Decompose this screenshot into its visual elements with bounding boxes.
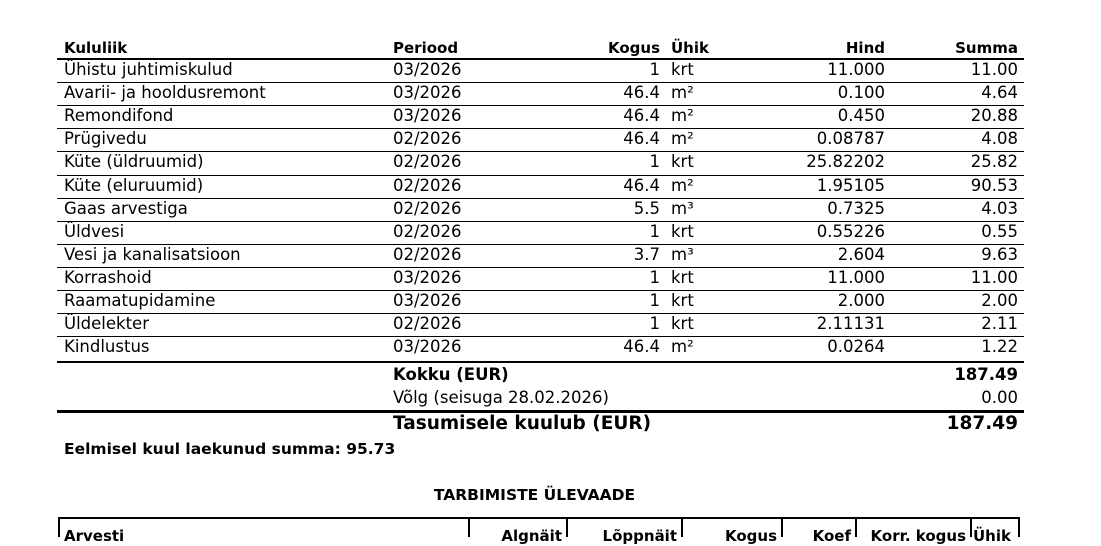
cell-qty: 3.7 [633, 244, 660, 264]
cell-qty: 5.5 [633, 198, 660, 218]
consumption-col-divider [58, 517, 60, 537]
cell-sum: 90.53 [970, 175, 1018, 195]
cell-qty: 46.4 [623, 129, 660, 149]
cell-item: Remondifond [64, 106, 174, 126]
cell-sum: 9.63 [981, 244, 1018, 264]
cell-item: Prügivedu [64, 129, 147, 149]
cell-period: 02/2026 [393, 244, 462, 264]
cell-item: Avarii- ja hooldusremont [64, 83, 266, 103]
consumption-header-qty: Kogus [724, 527, 777, 545]
cell-item: Üldvesi [64, 221, 125, 241]
cell-period: 03/2026 [393, 83, 462, 103]
cell-price: 0.55226 [816, 221, 885, 241]
consumption-header-corr-qty: Korr. kogus [870, 527, 966, 545]
cell-unit: m² [671, 175, 694, 195]
payable-label: Tasumisele kuulub (EUR) [393, 413, 652, 434]
cell-unit: m³ [671, 244, 694, 264]
cell-unit: m² [671, 129, 694, 149]
cell-period: 02/2026 [393, 221, 462, 241]
cell-period: 03/2026 [393, 291, 462, 310]
consumption-col-divider [970, 517, 972, 537]
col-header-item: Kululiik [64, 39, 128, 57]
cell-qty: 1 [649, 152, 660, 172]
cell-period: 02/2026 [393, 198, 462, 218]
cell-item: Küte (eluruumid) [64, 175, 204, 195]
consumption-header-end: Lõppnäit [602, 527, 677, 545]
cell-sum: 11.00 [970, 267, 1018, 287]
cell-qty: 46.4 [623, 83, 660, 103]
cell-qty: 46.4 [623, 175, 660, 195]
cell-item: Küte (üldruumid) [64, 152, 204, 172]
cell-item: Korrashoid [64, 267, 152, 287]
col-header-price: Hind [845, 39, 885, 57]
cell-sum: 4.64 [981, 83, 1018, 103]
cell-unit: krt [671, 221, 694, 241]
cell-period: 03/2026 [393, 267, 462, 287]
debt-label: Võlg (seisuga 28.02.2026) [393, 388, 609, 407]
rows-end-rule [57, 361, 1024, 363]
cell-price: 1.95105 [816, 175, 885, 195]
cell-period: 02/2026 [393, 314, 462, 334]
cell-item: Raamatupidamine [64, 291, 216, 310]
consumption-header-coef: Koef [812, 527, 851, 545]
cell-price: 25.82202 [806, 152, 885, 172]
cell-unit: m² [671, 83, 694, 103]
cell-sum: 4.03 [981, 198, 1018, 218]
cell-unit: m² [671, 106, 694, 126]
consumption-title: TARBIMISTE ÜLEVAADE [433, 486, 636, 504]
cell-sum: 2.00 [981, 291, 1018, 310]
cell-period: 03/2026 [393, 60, 462, 79]
cell-qty: 1 [649, 221, 660, 241]
cell-price: 11.000 [827, 267, 885, 287]
cell-sum: 2.11 [981, 314, 1018, 334]
cell-unit: krt [671, 152, 694, 172]
payable-value: 187.49 [946, 413, 1018, 434]
cell-qty: 1 [649, 60, 660, 79]
cell-qty: 46.4 [623, 337, 660, 357]
cell-qty: 46.4 [623, 106, 660, 126]
cell-item: Kindlustus [64, 337, 150, 357]
consumption-header-start: Algnäit [501, 527, 562, 545]
col-header-unit: Ühik [671, 39, 709, 57]
col-header-period: Periood [393, 39, 459, 57]
previous-payment-note: Eelmisel kuul laekunud summa: 95.73 [64, 440, 396, 458]
cell-item: Vesi ja kanalisatsioon [64, 244, 241, 264]
cell-price: 2.000 [837, 291, 885, 310]
cell-price: 2.604 [837, 244, 885, 264]
cell-period: 03/2026 [393, 106, 462, 126]
cell-period: 02/2026 [393, 129, 462, 149]
cell-unit: krt [671, 60, 694, 79]
consumption-table-top-rule [58, 517, 1020, 519]
cell-item: Ühistu juhtimiskulud [64, 60, 233, 79]
cell-qty: 1 [649, 291, 660, 310]
total-value: 187.49 [954, 365, 1018, 384]
cell-sum: 25.82 [970, 152, 1018, 172]
cell-unit: m² [671, 337, 694, 357]
col-header-qty: Kogus [607, 39, 660, 57]
cell-price: 0.450 [837, 106, 885, 126]
cell-price: 11.000 [827, 60, 885, 79]
cell-price: 0.0264 [827, 337, 885, 357]
col-header-sum: Summa [955, 39, 1018, 57]
cell-item: Üldelekter [64, 314, 149, 334]
cell-period: 02/2026 [393, 175, 462, 195]
cell-price: 2.11131 [816, 314, 885, 334]
consumption-header-meter: Arvesti [64, 527, 125, 545]
cell-unit: m³ [671, 198, 694, 218]
cell-sum: 0.55 [981, 221, 1018, 241]
cell-qty: 1 [649, 267, 660, 287]
cell-unit: krt [671, 314, 694, 334]
cell-period: 02/2026 [393, 152, 462, 172]
cell-qty: 1 [649, 314, 660, 334]
cell-sum: 11.00 [970, 60, 1018, 79]
cell-period: 03/2026 [393, 337, 462, 357]
cell-unit: krt [671, 267, 694, 287]
consumption-header-unit: Ühik [973, 527, 1011, 545]
total-label: Kokku (EUR) [393, 365, 509, 384]
debt-value: 0.00 [981, 388, 1018, 407]
cell-item: Gaas arvestiga [64, 198, 188, 218]
cell-price: 0.100 [837, 83, 885, 103]
cell-price: 0.7325 [827, 198, 885, 218]
consumption-col-divider [1018, 517, 1020, 537]
cell-price: 0.08787 [816, 129, 885, 149]
cell-sum: 1.22 [981, 337, 1018, 357]
cell-unit: krt [671, 291, 694, 310]
cell-sum: 4.08 [981, 129, 1018, 149]
cell-sum: 20.88 [970, 106, 1018, 126]
